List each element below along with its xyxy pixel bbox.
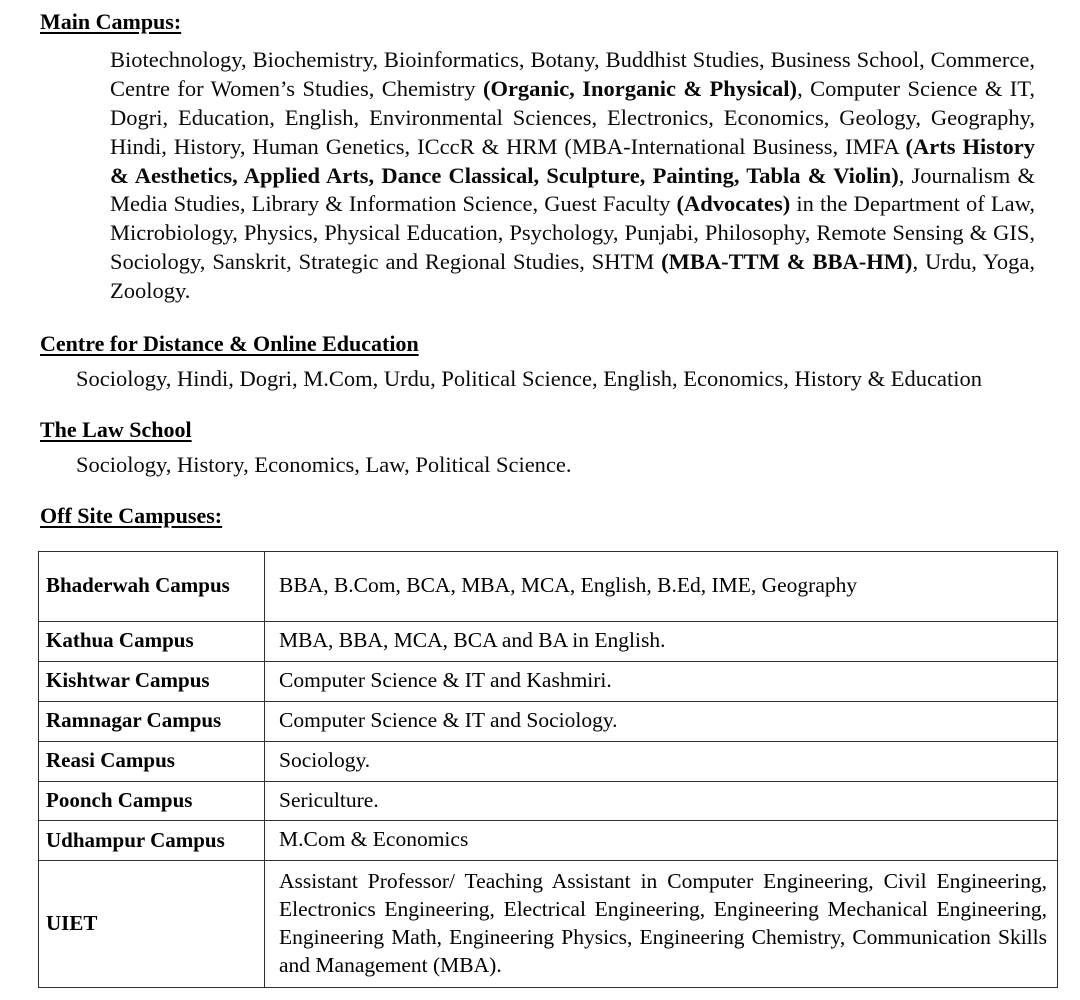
section-heading-main-campus-text: Main Campus:: [40, 9, 182, 34]
emphasised-fragment: (Organic, Inorganic & Physical): [482, 75, 798, 101]
section-heading-cdoe: [0, 306, 1080, 357]
section-body-main-campus: Biotechnology, Biochemistry, Bioinformatics, Botany, Buddhist Studies, Business School, Commerce, Centre for Women’s Studies, Chemistry (Organic, Inorganic & Physical), Computer Science & IT, Dogri, Education, English, Environmental Sciences, Electronics, Economics, Geology, Geography, Hindi, History, Human Genetics, ICccR & HRM (MBA-International Business, IMFA (Arts History & Aesthetics, Applied Arts, Dance Classical, Sculpture, Painting, Tabla & Violin), Journalism & Media Studies, Library & Information Science, Guest Faculty (Advocates) in the Department of Law, Microbiology, Physics, Physical Education, Psychology, Punjabi, Philosophy, Remote Sensing & GIS, Sociology, Sanskrit, Strategic and Regional Studies, SHTM (MBA-TTM & BBA-HM), Urdu, Yoga, Zoology.: [110, 46, 1036, 304]
section-heading-law-school-text: The Law School: [40, 416, 192, 442]
table-row: [39, 861, 1058, 988]
campus-programmes-cell: BBA, B.Com, BCA, MBA, MCA, English, B.Ed, IME, Geography: [265, 551, 1058, 621]
emphasised-fragment: (MBA-TTM & BBA-HM): [661, 249, 913, 275]
table-row: [39, 621, 1058, 661]
table-row: [39, 781, 1058, 821]
campus-programmes-cell: Computer Science & IT and Kashmiri.: [265, 661, 1058, 701]
table-row: [39, 741, 1058, 781]
campus-name-cell: Ramnagar Campus: [39, 701, 265, 741]
section-heading-off-site-campuses: [0, 480, 1080, 529]
campus-name-cell: Bhaderwah Campus: [39, 551, 265, 621]
campus-programmes-cell: Computer Science & IT and Sociology.: [265, 701, 1058, 741]
campus-programmes-cell: Sericulture.: [265, 781, 1058, 821]
campus-name-cell: Reasi Campus: [39, 741, 265, 781]
campus-programmes-cell: M.Com & Economics: [265, 821, 1058, 861]
section-heading-law-school: [0, 394, 1080, 443]
table-row: [39, 821, 1058, 861]
section-heading-off-site-campuses-text: Off Site Campuses:: [40, 502, 223, 528]
section-heading-cdoe-text: Centre for Distance & Online Education: [40, 331, 419, 357]
table-row: [39, 661, 1058, 701]
emphasised-fragment: (Advocates): [676, 191, 791, 217]
section-body-law-school: Sociology, History, Economics, Law, Political Science.: [76, 451, 572, 477]
off-site-campuses-table: [38, 551, 1058, 988]
campus-name-cell: UIET: [39, 861, 265, 988]
section-heading-main-campus: [0, 0, 1080, 35]
campus-name-cell: Poonch Campus: [39, 781, 265, 821]
campus-name-cell: Kishtwar Campus: [39, 661, 265, 701]
campus-programmes-cell: Assistant Professor/ Teaching Assistant in Computer Engineering, Civil Engineering, Electronics Engineering, Electrical Engineering, Engineering Mechanical Engineering, Engineering Math, Engineering Physics, Engineering Chemistry, Communication Skills and Management (MBA).: [265, 861, 1058, 988]
table-row: [39, 701, 1058, 741]
emphasised-fragment: (Arts History & Aesthetics, Applied Arts, Dance Classical, Sculpture, Painting, Tabla & Violin): [110, 133, 1035, 188]
campus-programmes-cell: MBA, BBA, MCA, BCA and BA in English.: [265, 621, 1058, 661]
campus-name-cell: Udhampur Campus: [39, 821, 265, 861]
section-body-cdoe: Sociology, Hindi, Dogri, M.Com, Urdu, Political Science, English, Economics, History & Education: [76, 366, 982, 392]
campus-programmes-cell: Sociology.: [265, 741, 1058, 781]
campus-name-cell: Kathua Campus: [39, 621, 265, 661]
table-row: [39, 551, 1058, 621]
